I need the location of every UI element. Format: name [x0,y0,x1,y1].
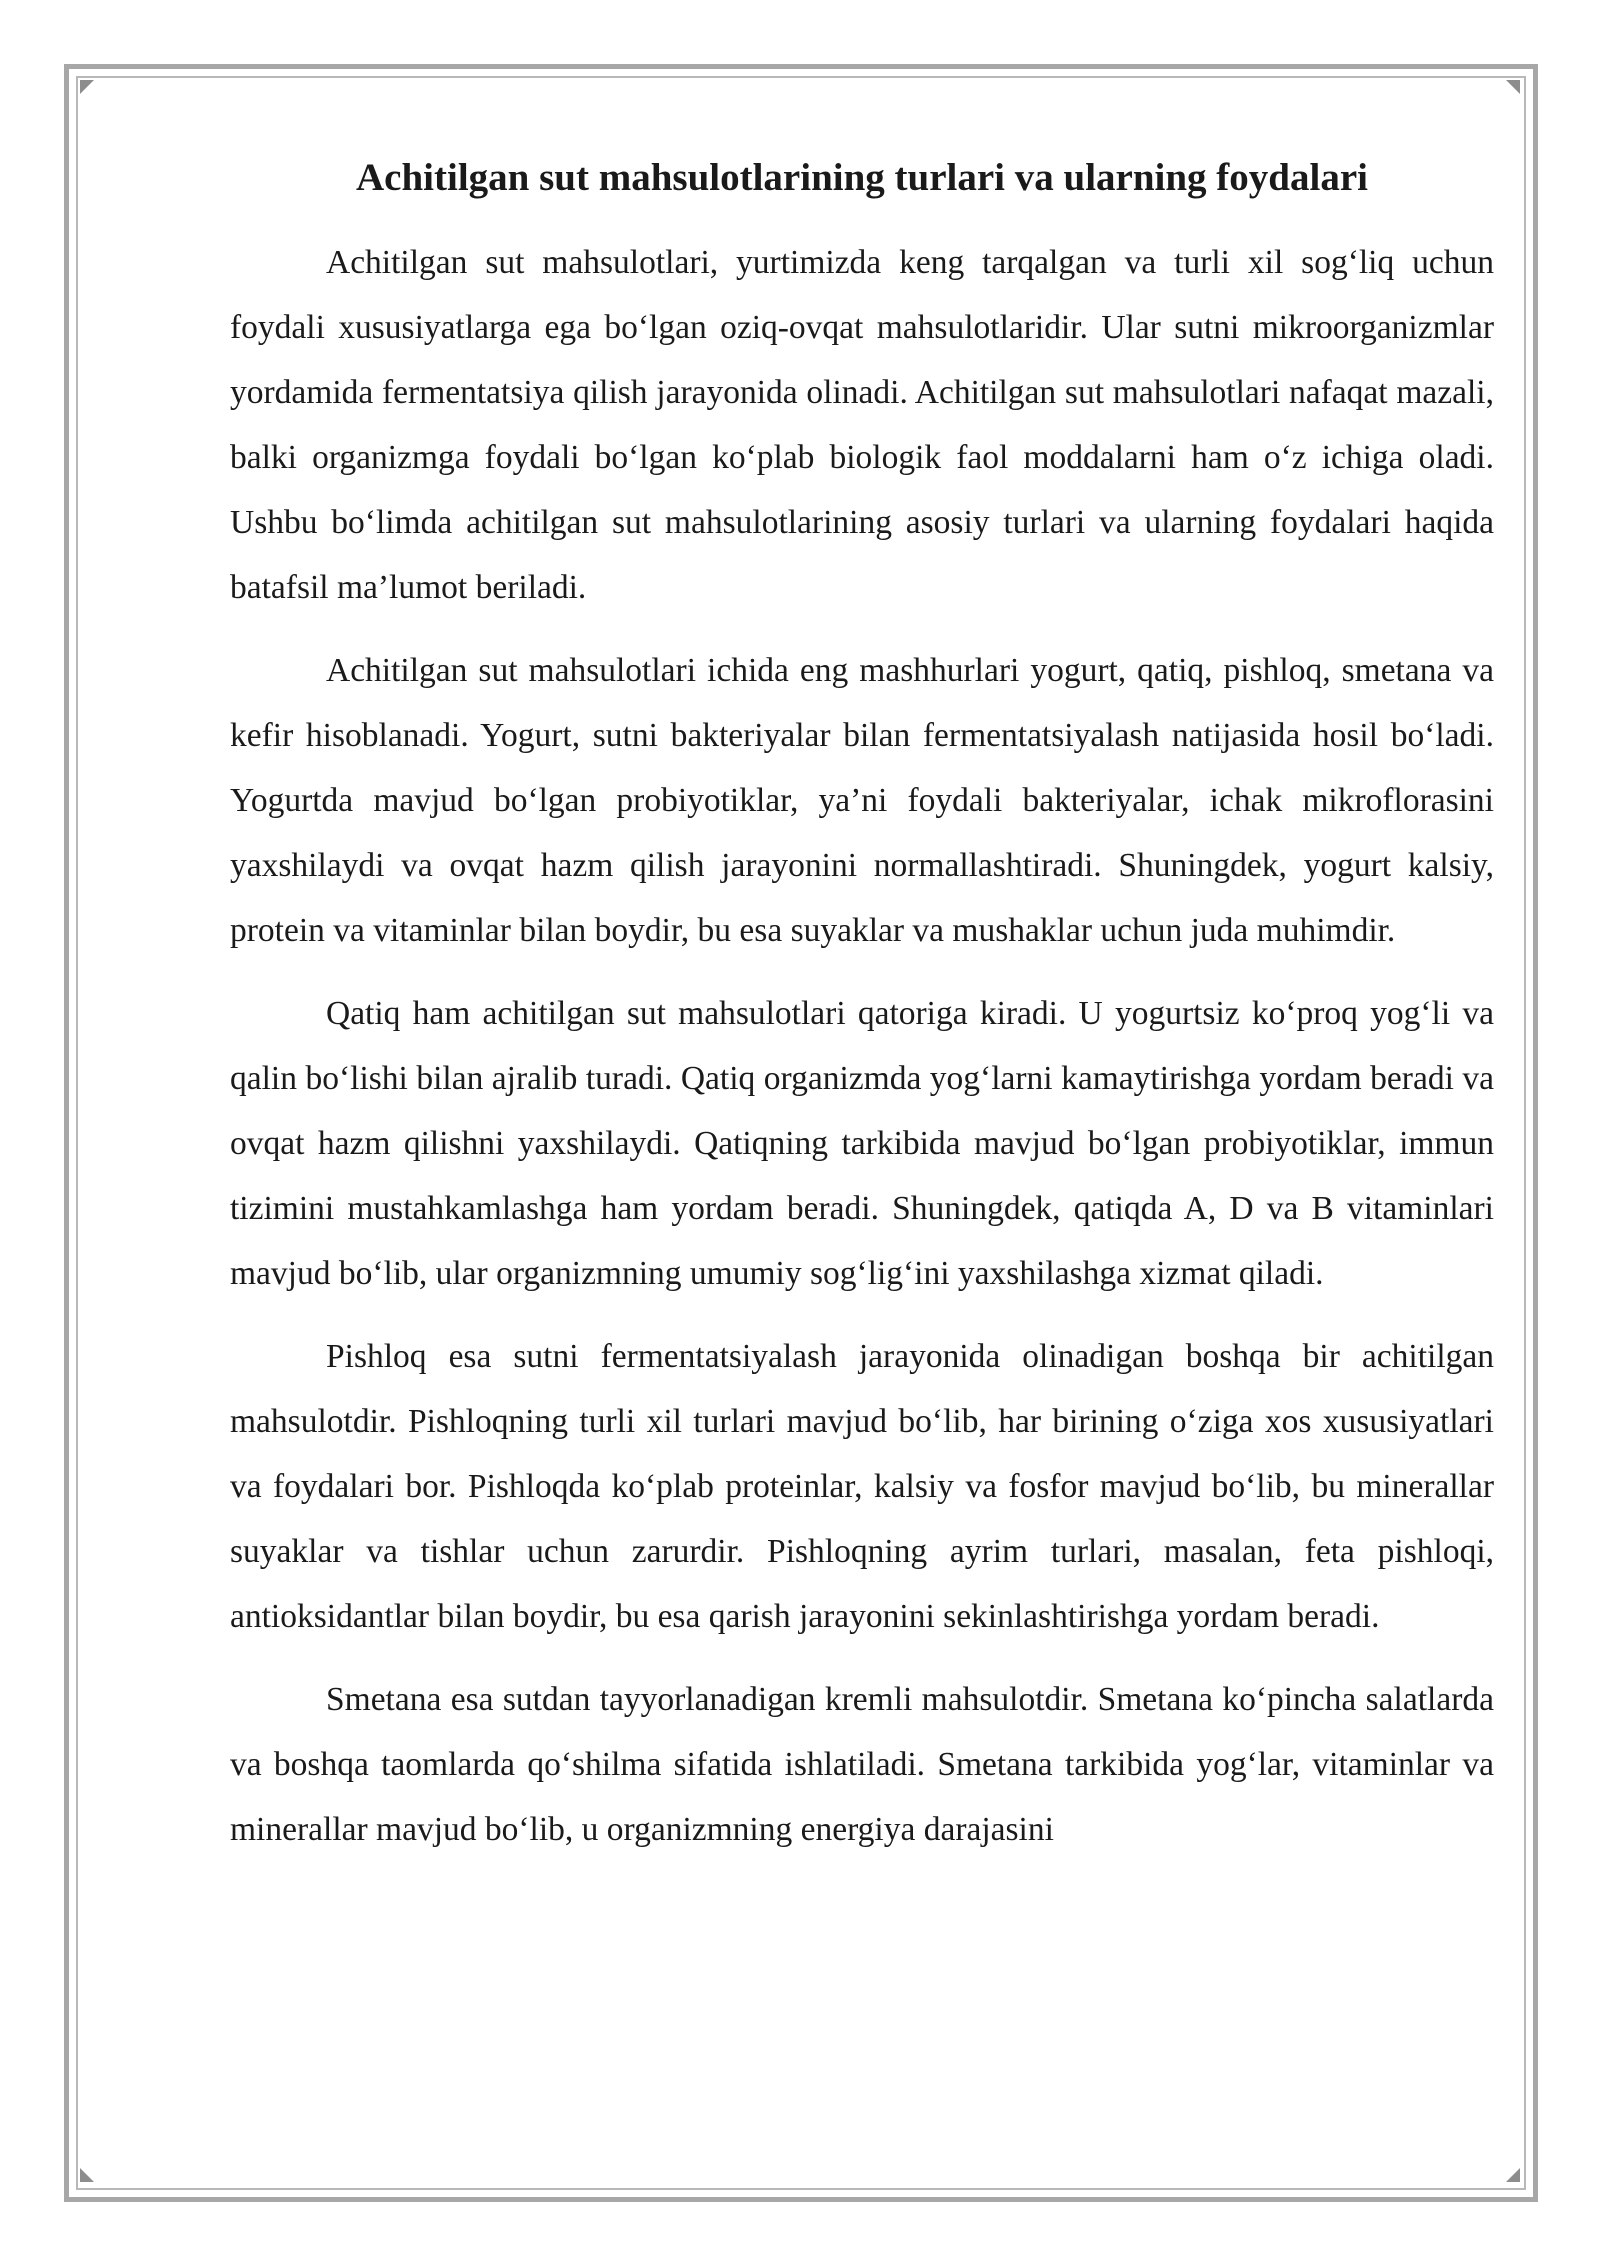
corner-ornament-bottom-left [80,2168,94,2182]
corner-ornament-top-right [1506,80,1520,94]
paragraph-3: Qatiq ham achitilgan sut mahsulotlari qatoriga kiradi. U yogurtsiz ko‘proq yog‘li va qalin bo‘lishi bilan ajralib turadi. Qatiq organizmda yog‘larni kamaytirishga yordam beradi va ovqat hazm qilishni yaxshilaydi. Qatiqning tarkibida mavjud bo‘lgan probiyotiklar, immun tizimini mustahkamlashga ham yordam beradi. Shuningdek, qatiqda A, D va B vitaminlari mavjud bo‘lib, ular organizmning umumiy sog‘lig‘ini yaxshilashga xizmat qiladi. [230,995,1494,1292]
corner-ornament-bottom-right [1506,2168,1520,2182]
document-body [230,148,1494,1880]
paragraph-4: Pishloq esa sutni fermentatsiyalash jarayonida olinadigan boshqa bir achitilgan mahsulotdir. Pishloqning turli xil turlari mavjud bo‘lib, har birining o‘ziga xos xususiyatlari va foydalari bor. Pishloqda ko‘plab proteinlar, kalsiy va fosfor mavjud bo‘lib, bu minerallar suyaklar va tishlar uchun zarurdir. Pishloqning ayrim turlari, masalan, feta pishloqi, antioksidantlar bilan boydir, bu esa qarish jarayonini sekinlashtirishga yordam beradi. [230,1338,1494,1635]
corner-ornament-top-left [80,80,94,94]
paragraph-1: Achitilgan sut mahsulotlari, yurtimizda keng tarqalgan va turli xil sog‘liq uchun foydali xususiyatlarga ega bo‘lgan oziq-ovqat mahsulotlaridir. Ular sutni mikroorganizmlar yordamida fermentatsiya qilish jarayonida olinadi. Achitilgan sut mahsulotlari nafaqat mazali, balki organizmga foydali bo‘lgan ko‘plab biologik faol moddalarni ham o‘z ichiga oladi. Ushbu bo‘limda achitilgan sut mahsulotlarining asosiy turlari va ularning foydalari haqida batafsil ma’lumot beriladi. [230,244,1494,606]
document-title: Achitilgan sut mahsulotlarining turlari va ularning foydalari [356,156,1368,199]
paragraph-2: Achitilgan sut mahsulotlari ichida eng mashhurlari yogurt, qatiq, pishloq, smetana va kefir hisoblanadi. Yogurt, sutni bakteriyalar bilan fermentatsiyalash natijasida hosil bo‘ladi. Yogurtda mavjud bo‘lgan probiyotiklar, ya’ni foydali bakteriyalar, ichak mikroflorasini yaxshilaydi va ovqat hazm qilish jarayonini normallashtiradi. Shuningdek, yogurt kalsiy, protein va vitaminlar bilan boydir, bu esa suyaklar va mushaklar uchun juda muhimdir. [230,652,1494,949]
paragraph-5: Smetana esa sutdan tayyorlanadigan kremli mahsulotdir. Smetana ko‘pincha salatlarda va boshqa taomlarda qo‘shilma sifatida ishlatiladi. Smetana tarkibida yog‘lar, vitaminlar va minerallar mavjud bo‘lib, u organizmning energiya darajasini [230,1681,1494,1848]
